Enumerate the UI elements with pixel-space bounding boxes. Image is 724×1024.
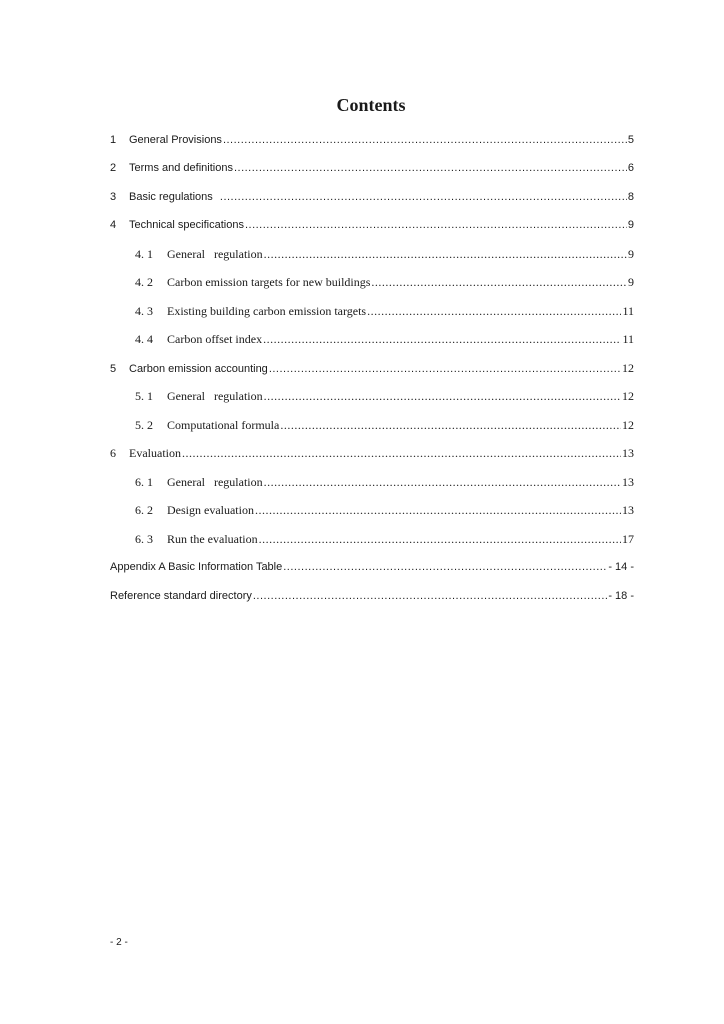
toc-title: Terms and definitions [129,162,233,174]
toc-number: 1 [110,134,117,146]
toc-entry-3[interactable] [110,189,634,205]
toc-entry-6-1[interactable] [135,474,634,490]
toc-number: 6. 1 [135,475,153,489]
toc-title: Appendix A Basic Information Table [110,561,283,573]
toc-leader [264,474,621,490]
toc-entry-5-2[interactable] [135,417,634,433]
toc-number: 4. 3 [135,304,153,318]
toc-leader [264,388,621,404]
toc-entry-4-2[interactable] [135,274,634,290]
toc-page: 9 [627,219,634,231]
toc-page: 8 [627,191,634,203]
toc-title: Existing building carbon emission targets [167,304,367,318]
toc-page: 12 [622,389,634,403]
toc-title: Carbon emission accounting [129,363,268,375]
toc-entry-4-3[interactable] [135,303,634,319]
toc-leader [255,502,621,518]
toc-entry-5-1[interactable] [135,388,634,404]
toc-leader [371,274,627,290]
toc-page: 12 [622,361,634,375]
toc-entry-4-4[interactable] [135,331,634,347]
toc-title: General regulation [167,475,263,489]
toc-number: 4 [110,219,117,231]
toc-page: 17 [622,532,634,546]
toc-number: 4. 1 [135,247,153,261]
toc-title: General regulation [167,247,263,261]
toc-title: General regulation [167,389,263,403]
toc-leader [283,559,607,575]
toc-page: - 18 - [608,590,634,602]
toc-leader [245,217,627,233]
toc-entry-appendix-a[interactable] [110,559,634,575]
toc-title: Carbon offset index [167,332,263,346]
toc-entry-4-1[interactable] [135,246,634,262]
toc-page: 13 [622,503,634,517]
toc-page: 11 [622,304,634,318]
toc-leader [259,531,621,547]
toc-page: 9 [628,247,634,261]
toc-number: 6. 2 [135,503,153,517]
toc-page: 13 [622,475,634,489]
toc-number: 6. 3 [135,532,153,546]
toc-leader [253,588,607,604]
toc-title: Evaluation [129,446,181,460]
toc-number: 5 [110,363,117,375]
toc-leader [234,160,627,176]
toc-leader [223,132,627,148]
toc-title: Reference standard directory [110,590,252,602]
toc-entry-6-2[interactable] [135,502,634,518]
toc-title: Computational formula [167,418,280,432]
toc-page: 9 [628,275,634,289]
toc-title: Run the evaluation [167,532,258,546]
page-number-footer: - 2 - [110,937,128,948]
toc-entry-5[interactable] [110,360,634,376]
toc-leader [264,246,627,262]
toc-page: 5 [627,134,634,146]
toc-page: - 14 - [608,561,634,573]
toc-leader [367,303,621,319]
toc-leader [220,189,627,205]
toc-title: Basic regulations [129,191,219,203]
toc-page: 6 [627,162,634,174]
toc-title: Design evaluation [167,503,254,517]
toc-page: 12 [622,418,634,432]
toc-number: 4. 4 [135,332,153,346]
toc-leader [280,417,621,433]
toc-entry-1[interactable] [110,132,634,148]
toc-title: Technical specifications [129,219,244,231]
toc-number: 3 [110,191,117,203]
toc-leader [269,361,621,376]
toc-entry-6-3[interactable] [135,531,634,547]
toc-entry-reference-directory[interactable] [110,588,634,604]
toc-number: 5. 2 [135,418,153,432]
toc-leader [263,331,621,347]
toc-entry-6[interactable] [110,445,634,461]
toc-number: 6 [110,446,116,460]
toc-title: Carbon emission targets for new buildings [167,275,371,289]
toc-page: 11 [622,332,634,346]
toc-page: 13 [622,446,634,460]
toc-number: 2 [110,162,117,174]
toc-number: 4. 2 [135,275,153,289]
toc-entry-4[interactable] [110,217,634,233]
page-title: Contents [336,95,406,115]
toc-number: 5. 1 [135,389,153,403]
toc-leader [182,445,621,461]
toc-entry-2[interactable] [110,160,634,176]
toc-title: General Provisions [129,134,222,146]
